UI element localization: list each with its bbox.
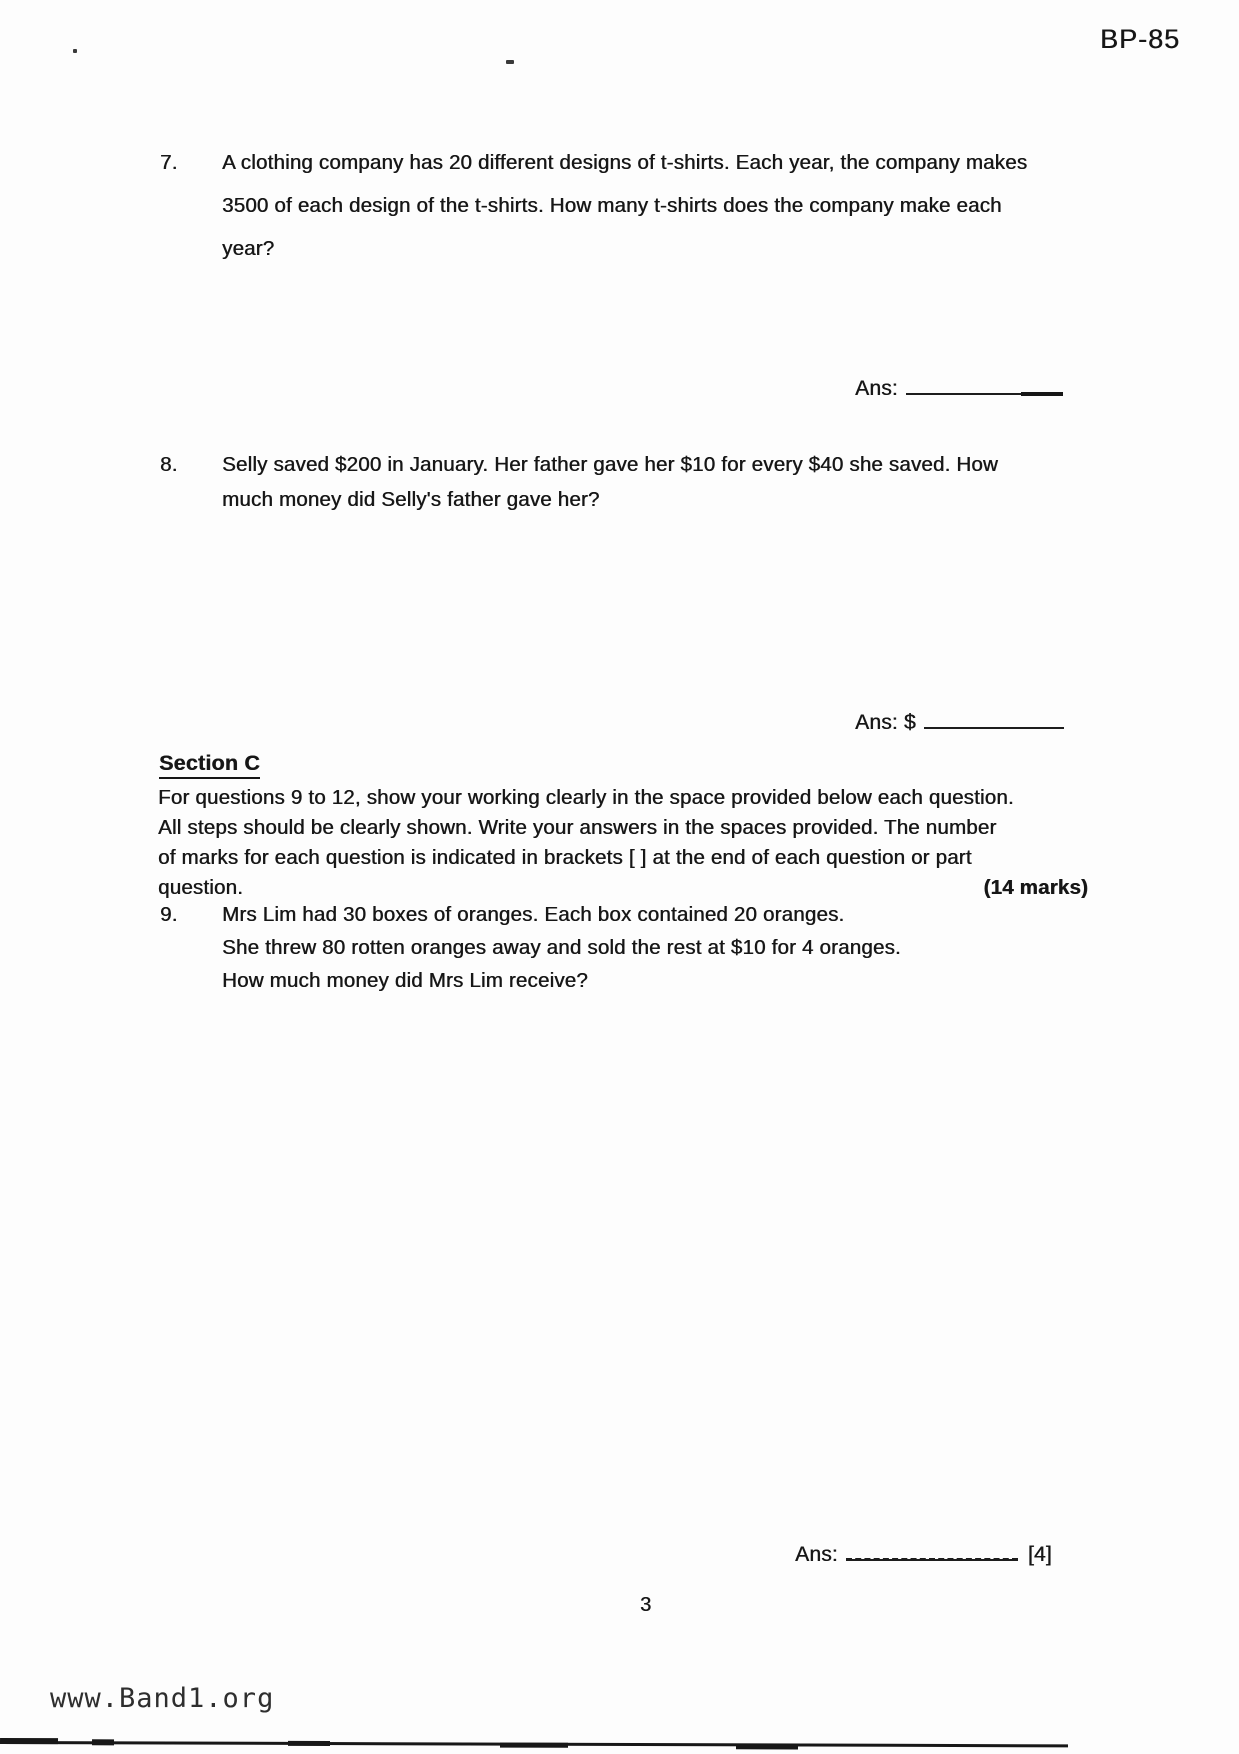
question-text-line: She threw 80 rotten oranges away and sold the rest at $10 for 4 oranges.	[222, 936, 901, 959]
scan-artifact-line	[500, 1743, 568, 1748]
answer-line-q7	[855, 373, 1061, 401]
question-text-line: Selly saved $200 in January. Her father gave her $10 for every $40 she saved. How	[222, 453, 998, 476]
page-header-code: BP-85	[1100, 24, 1181, 54]
question-9-marks: [4]	[1027, 1543, 1052, 1566]
scan-bottom-edge-artifact	[0, 1738, 1239, 1754]
scan-artifact-line	[288, 1741, 330, 1746]
question-9-text	[222, 898, 901, 997]
question-7-text	[222, 141, 1027, 270]
question-8-text	[222, 447, 998, 517]
instruction-line: question.	[158, 876, 244, 899]
question-text-line: year?	[222, 237, 275, 260]
watermark-url: www.Band1.org	[50, 1683, 275, 1714]
question-8-number: 8.	[160, 453, 178, 476]
question-9	[160, 898, 901, 997]
question-text-line: Mrs Lim had 30 boxes of oranges. Each box contained 20 oranges.	[222, 903, 845, 926]
instruction-line: For questions 9 to 12, show your working clearly in the space provided below each question.	[158, 786, 1014, 809]
instruction-line: of marks for each question is indicated in brackets [ ] at the end of each question or part	[158, 846, 972, 869]
answer-line-q8	[855, 707, 1064, 735]
answer-blank-q9	[846, 1538, 1018, 1561]
answer-blank-q8	[924, 707, 1064, 729]
question-text-line: 3500 of each design of the t-shirts. How many t-shirts does the company make each	[222, 194, 1002, 217]
section-c-heading: Section C	[159, 751, 260, 779]
question-7	[160, 141, 1027, 270]
scan-artifact-dash	[506, 60, 514, 64]
section-total-marks: (14 marks)	[983, 876, 1088, 899]
instruction-line: All steps should be clearly shown. Write your answers in the spaces provided. The number	[158, 816, 997, 839]
question-9-number: 9.	[160, 903, 178, 926]
question-7-number: 7.	[160, 151, 178, 174]
answer-label-q7: Ans:	[855, 377, 898, 400]
answer-blank-q7	[906, 373, 1061, 395]
section-c-instructions	[158, 783, 1088, 903]
scan-artifact-line	[92, 1739, 114, 1745]
page-number: 3	[640, 1594, 652, 1616]
question-8	[160, 447, 998, 517]
question-text-line: How much money did Mrs Lim receive?	[222, 969, 588, 992]
scan-artifact-dot	[73, 49, 77, 53]
answer-label-q8: Ans: $	[855, 711, 916, 734]
scan-artifact-line	[0, 1738, 58, 1744]
answer-line-q9	[795, 1538, 1052, 1567]
question-text-line: A clothing company has 20 different designs of t-shirts. Each year, the company makes	[222, 151, 1028, 174]
answer-label-q9: Ans:	[795, 1543, 838, 1566]
scan-artifact-line	[736, 1744, 798, 1749]
question-text-line: much money did Selly's father gave her?	[222, 488, 600, 511]
